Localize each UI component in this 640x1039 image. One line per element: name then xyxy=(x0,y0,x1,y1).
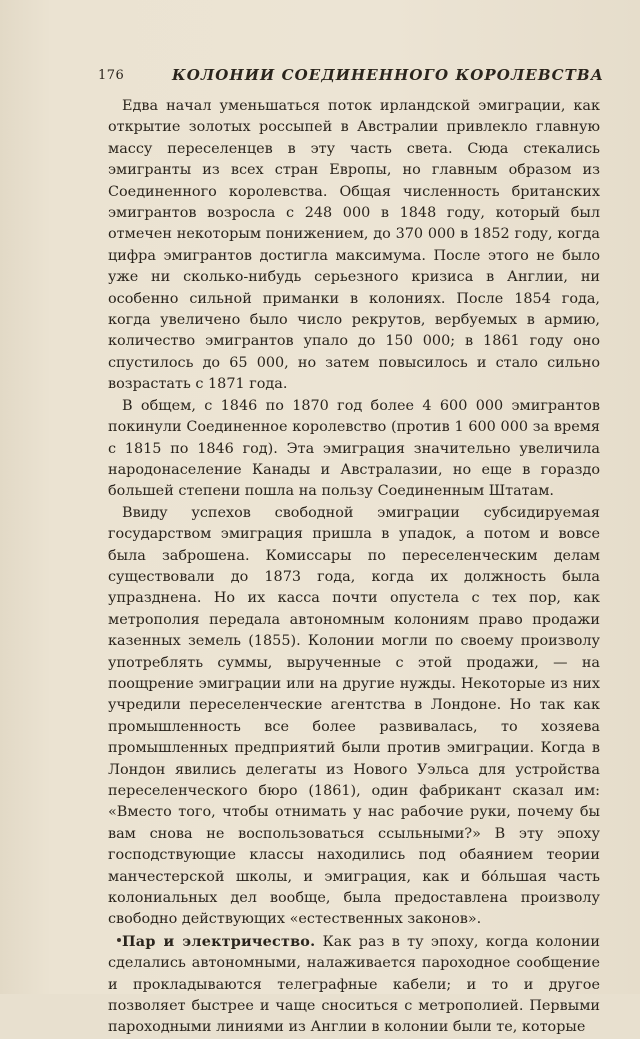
section-run-in-heading: Пар и электричество. xyxy=(122,932,316,950)
paragraph-4-text: Как раз в ту эпоху, когда колонии сделались автономными, налаживается пароходное сообщение и прокладываются телеграфные кабели; и то и другое позволяет быстрее и чаще сноситься с метрополией. Первыми пароходными линиями из Англии в колонии были те, которые xyxy=(108,933,600,1036)
print-speck xyxy=(117,938,121,942)
paragraph-4 xyxy=(108,931,600,1039)
running-title: КОЛОНИИ СОЕДИНЕННОГО КОРОЛЕВСТВА xyxy=(172,66,605,84)
paragraph-3: Ввиду успехов свободной эмиграции субсидируемая государством эмиграция пришла в упадок, а потом и вовсе была заброшена. Комиссары по переселенческим делам существовали до 1873 года, когда их должность была упразднена. Но их касса почти опустела с тех пор, как метрополия передала автономным колониям право продажи казенных земель (1855). Колонии могли по своему произволу употреблять суммы, вырученные с этой продажи, — на поощрение эмиграции или на другие нужды. Некоторые из них учредили переселенческие агентства в Лондоне. Но так как промышленность все более развивалась, то хозяева промышленных предприятий были против эмиграции. Когда в Лондон явились делегаты из Нового Уэльса для устройства переселенческого бюро (1861), один фабрикант сказал им: «Вместо того, чтобы отнимать у нас рабочие руки, почему бы вам снова не воспользоваться ссыльными?» В эту эпоху господствующие классы находились под обаянием теории манчестерской школы, и эмиграция, как и бо́льшая часть колониальных дел вообще, была предоставлена произволу свободно действующих «естественных законов». xyxy=(108,504,600,928)
page-number: 176 xyxy=(98,68,125,83)
paragraph-1: Едва начал уменьшаться поток ирландской эмиграции, как открытие золотых россыпей в Австралии привлекло главную массу переселенцев в эту часть света. Сюда стекались эмигранты из всех стран Европы, но главным образом из Соединенного королевства. Общая численность британских эмигрантов возросла с 248 000 в 1848 году, который был отмечен некоторым понижением, до 370 000 в 1852 году, когда цифра эмигрантов достигла максимума. После этого не было уже ни сколько-нибудь серьезного кризиса в Англии, ни особенно сильной приманки в колониях. После 1854 года, когда увеличено было число рекрутов, вербуемых в армию, количество эмигрантов упало до 150 000; в 1861 году оно спустилось до 65 000, но затем повысилось и стало сильно возрастать с 1871 года. xyxy=(108,98,600,393)
paragraph-2: В общем, с 1846 по 1870 год более 4 600 000 эмигрантов покинули Соединенное королевство (против 1 600 000 за время с 1815 по 1846 год). Эта эмиграция значительно увеличила народонаселение Канады и Австралазии, но еще в гораздо большей степени пошла на пользу Соединенным Штатам. xyxy=(108,397,600,500)
body-text xyxy=(108,96,600,1039)
page-header xyxy=(98,62,605,88)
